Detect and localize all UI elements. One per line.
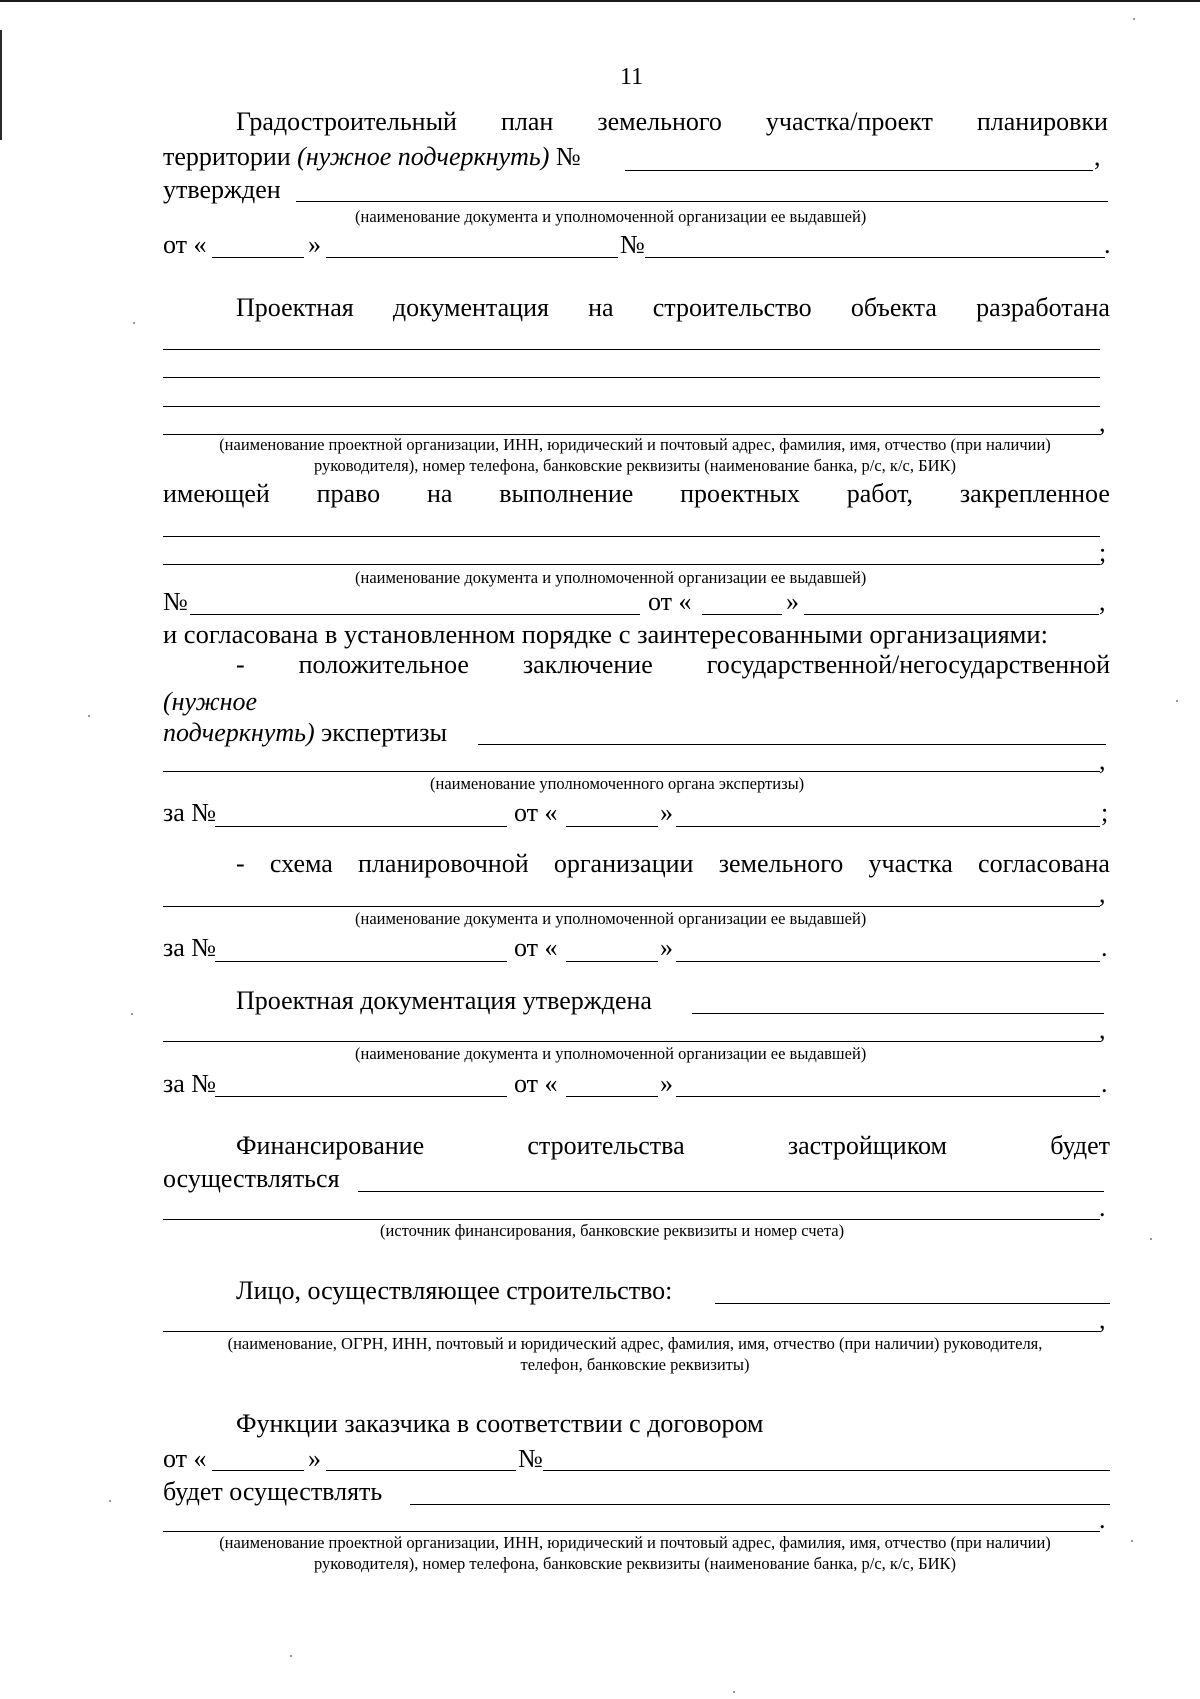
scan-top-border	[0, 0, 1200, 2]
close-quote: »	[308, 1444, 321, 1473]
license-date-blank[interactable]	[804, 614, 1099, 615]
justified-word: объекта	[850, 293, 937, 322]
justified-word: разработана	[976, 293, 1110, 322]
justified-word: строительство	[652, 293, 812, 322]
financing-blank-1[interactable]	[358, 1191, 1104, 1192]
justified-word: выполнение	[499, 479, 634, 508]
justified-word: организации	[553, 849, 694, 878]
za-number-label: за №	[163, 1069, 217, 1098]
date-from-label: от «	[514, 798, 558, 827]
justified-word: государственной/негосударственной	[706, 650, 1110, 679]
scan-speck	[131, 1013, 133, 1015]
scan-speck	[1150, 1238, 1152, 1240]
number-sign: №	[518, 1444, 543, 1473]
builder-blank-1[interactable]	[715, 1303, 1110, 1304]
date-from-label: от «	[648, 587, 692, 616]
customer-caption: (наименование проектной организации, ИНН, юридический и почтовый адрес, фамилия, имя, отчество (при наличии) руководителя), номер телефона, банковские реквизиты (наименование банка, р/с, к/с, БИК)	[219, 1533, 1051, 1573]
date-from-label: от «	[163, 230, 207, 259]
justified-word: план	[500, 107, 554, 136]
license-number-blank[interactable]	[190, 614, 640, 615]
date-day-blank[interactable]	[566, 961, 658, 962]
period: .	[1099, 1505, 1106, 1534]
scheme-heading-line	[236, 848, 1110, 880]
approved-by-blank[interactable]	[296, 201, 1108, 202]
scan-speck	[88, 715, 90, 717]
justified-word: земельного	[597, 107, 722, 136]
expertise-label: подчеркнуть) экспертизы	[163, 718, 447, 747]
approved-doc-blank-1[interactable]	[692, 1013, 1104, 1014]
justified-word: участка/проект	[765, 107, 933, 136]
justified-word: участка	[868, 849, 953, 878]
date-blank[interactable]	[326, 257, 618, 258]
justified-word: Градостроительный	[236, 107, 457, 136]
scan-speck	[1133, 18, 1135, 20]
financing-label: осуществляться	[163, 1164, 340, 1193]
za-number-label: за №	[163, 798, 217, 827]
designer-blank-1[interactable]	[163, 349, 1100, 350]
comma: ,	[1099, 408, 1106, 437]
period: .	[1104, 230, 1111, 259]
number-sign: №	[620, 230, 645, 259]
scheme-date-blank[interactable]	[676, 961, 1100, 962]
page-number: 11	[620, 64, 644, 90]
scheme-caption: (наименование документа и уполномоченной организации ее выдавшей)	[355, 909, 867, 928]
financing-caption: (источник финансирования, банковские реквизиты и номер счета)	[380, 1221, 845, 1240]
justified-word: право	[316, 479, 381, 508]
date-from-label: от «	[163, 1444, 207, 1473]
builder-label: Лицо, осуществляющее строительство:	[236, 1276, 673, 1305]
designer-blank-3[interactable]	[163, 406, 1100, 407]
italic-note: (нужное	[163, 687, 258, 716]
number-sign: №	[163, 587, 188, 616]
approved-doc-caption: (наименование документа и уполномоченной организации ее выдавшей)	[355, 1044, 867, 1063]
contract-number-blank[interactable]	[543, 1470, 1110, 1471]
period: .	[1099, 1193, 1106, 1222]
justified-word: на	[588, 293, 614, 322]
justified-word: закрепленное	[959, 479, 1110, 508]
justified-word: Финансирование	[236, 1131, 425, 1160]
justified-word: заключение	[522, 650, 653, 679]
justified-word: -	[236, 650, 245, 679]
justified-word: согласована	[978, 849, 1110, 878]
close-quote: »	[660, 933, 673, 962]
doc-number-blank[interactable]	[645, 257, 1105, 258]
gradplan-number-blank[interactable]	[625, 170, 1093, 171]
expertise-conclusion-line	[236, 649, 1110, 681]
semicolon: ;	[1101, 798, 1109, 827]
justified-word: положительное	[298, 650, 469, 679]
comma: ,	[1099, 746, 1106, 775]
date-from-label: от «	[514, 933, 558, 962]
period: .	[1101, 933, 1108, 962]
gradplan-line2: территории (нужное подчеркнуть) №	[163, 142, 581, 171]
approved-date-blank[interactable]	[676, 1096, 1100, 1097]
builder-blank-2[interactable]	[163, 1331, 1100, 1332]
right-to-design-line	[163, 478, 1110, 510]
justified-word: Проектная	[236, 293, 354, 322]
comma: ,	[1099, 1015, 1106, 1044]
license-blank-2[interactable]	[163, 564, 1100, 565]
approved-caption: (наименование документа и уполномоченной организации ее выдавшей)	[355, 207, 867, 226]
justified-word: земельного	[718, 849, 844, 878]
designer-caption: (наименование проектной организации, ИНН, юридический и почтовый адрес, фамилия, имя, отчество (при наличии) руководителя), номер телефона, банковские реквизиты (наименование банка, р/с, к/с, БИК)	[219, 435, 1051, 475]
justified-word: документация	[392, 293, 549, 322]
expertise-number-blank[interactable]	[215, 826, 507, 827]
close-quote: »	[308, 230, 321, 259]
comma: ,	[1094, 142, 1101, 171]
justified-word: работ,	[846, 479, 914, 508]
scan-speck	[109, 1500, 111, 1502]
comma: ,	[1099, 1305, 1106, 1334]
scheme-number-blank[interactable]	[215, 961, 507, 962]
expertise-caption: (наименование уполномоченного органа экспертизы)	[430, 774, 805, 793]
justified-word: проектных	[680, 479, 800, 508]
license-blank-1[interactable]	[163, 536, 1100, 537]
expertise-blank-2[interactable]	[163, 771, 1100, 772]
justified-word: планировки	[976, 107, 1108, 136]
approved-number-blank[interactable]	[215, 1096, 507, 1097]
scan-speck	[133, 322, 135, 324]
agreed-line: и согласована в установленном порядке с заинтересованными организациями:	[163, 619, 1048, 649]
justified-word: строительства	[527, 1131, 685, 1160]
semicolon: ;	[1099, 538, 1107, 567]
justified-word: схема	[269, 849, 333, 878]
scan-speck	[290, 1655, 292, 1657]
customer-label: Функции заказчика в соответствии с договором	[236, 1409, 764, 1438]
customer-blank-1[interactable]	[410, 1504, 1110, 1505]
scan-speck	[733, 1691, 735, 1693]
approved-label: утвержден	[163, 175, 281, 204]
date-day-blank[interactable]	[566, 1096, 658, 1097]
justified-word: имеющей	[163, 479, 270, 508]
close-quote: »	[660, 1069, 673, 1098]
justified-word: на	[426, 479, 453, 508]
approved-doc-blank-2[interactable]	[163, 1041, 1100, 1042]
designer-blank-2[interactable]	[163, 377, 1100, 378]
close-quote: »	[660, 798, 673, 827]
date-day-blank[interactable]	[212, 1470, 304, 1471]
gradplan-heading-line	[236, 106, 1108, 138]
scheme-blank[interactable]	[163, 906, 1100, 907]
period: .	[1101, 1069, 1108, 1098]
project-doc-heading-line	[236, 292, 1110, 324]
expertise-blank-1[interactable]	[478, 744, 1106, 745]
expertise-date-blank[interactable]	[676, 826, 1100, 827]
justified-word: застройщиком	[787, 1131, 947, 1160]
date-day-blank[interactable]	[702, 614, 782, 615]
builder-caption: (наименование, ОГРН, ИНН, почтовый и юридический адрес, фамилия, имя, отчество (при наличии) руководителя, телефон, банковские реквизиты)	[227, 1334, 1043, 1374]
date-from-label: от «	[514, 1069, 558, 1098]
date-day-blank[interactable]	[212, 257, 304, 258]
date-day-blank[interactable]	[566, 826, 658, 827]
justified-word: будет	[1050, 1131, 1110, 1160]
license-caption: (наименование документа и уполномоченной организации ее выдавшей)	[355, 568, 867, 587]
comma: ,	[1099, 879, 1106, 908]
justified-word: -	[236, 849, 245, 878]
scan-speck	[1131, 1540, 1133, 1542]
customer-will-label: будет осуществлять	[163, 1477, 383, 1506]
za-number-label: за №	[163, 933, 217, 962]
approved-doc-label: Проектная документация утверждена	[236, 986, 652, 1015]
scan-left-edge	[0, 30, 2, 140]
comma: ,	[1099, 587, 1106, 616]
justified-word: планировочной	[358, 849, 529, 878]
scan-speck	[1176, 700, 1178, 702]
contract-date-blank[interactable]	[326, 1470, 516, 1471]
close-quote: »	[786, 587, 799, 616]
financing-heading-line	[236, 1130, 1110, 1162]
